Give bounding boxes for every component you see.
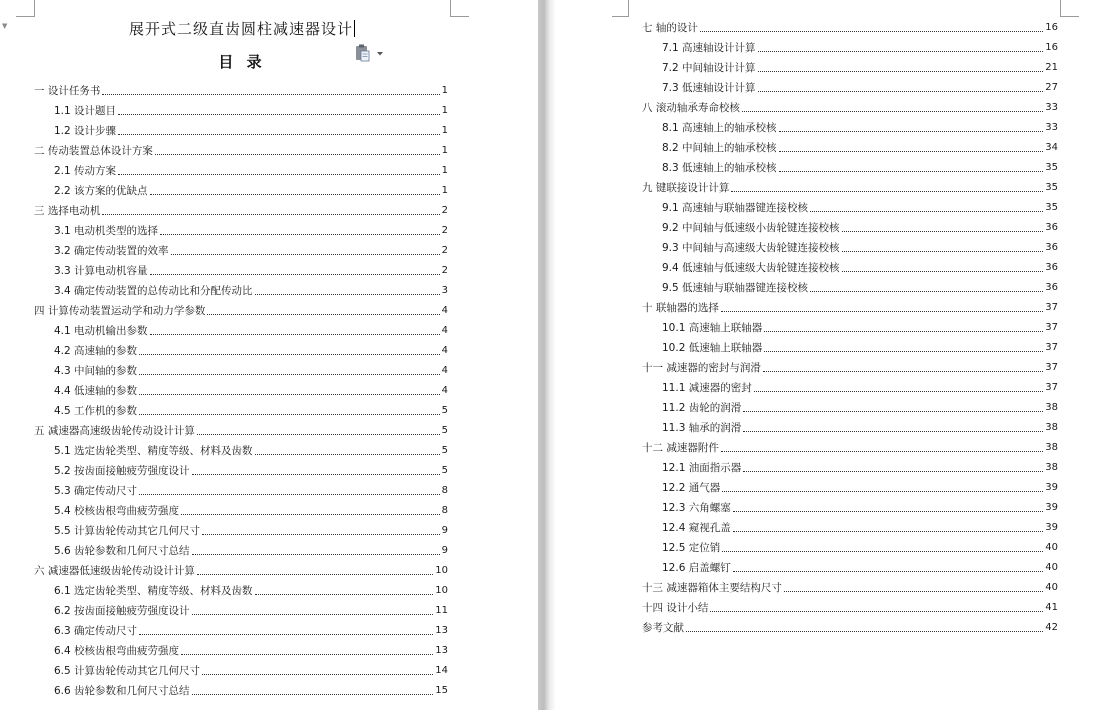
toc-entry[interactable]: [662, 200, 1058, 216]
toc-entry-title: 12.4 窥视孔盖: [662, 522, 731, 534]
toc-entry-title: 9.3 中间轴与高速级大齿轮键连接校核: [662, 242, 840, 254]
toc-page-number: 1: [441, 165, 448, 176]
toc-entry-title: 12.3 六角螺塞: [662, 502, 731, 514]
toc-entry-title: 八 滚动轴承寿命校核: [642, 102, 740, 114]
toc-entry[interactable]: [642, 360, 1058, 376]
toc-entry-title: 7.1 高速轴设计计算: [662, 42, 756, 54]
toc-page-number: 40: [1045, 562, 1058, 573]
toc-entry-title: 六 减速器低速级齿轮传动设计计算: [34, 565, 195, 577]
toc-entry-title: 6.3 确定传动尺寸: [54, 625, 138, 637]
toc-entry-title: 10.1 高速轴上联轴器: [662, 322, 763, 334]
toc-page-number: 35: [1045, 182, 1058, 193]
toc-entry-title: 1.1 设计题目: [54, 105, 117, 117]
toc-page-number: 14: [435, 665, 448, 676]
toc-entry-title: 3.1 电动机类型的选择: [54, 225, 159, 237]
toc-entry[interactable]: [662, 320, 1058, 336]
toc-entry-title: 9.5 低速轴与联轴器键连接校核: [662, 282, 809, 294]
toc-leader-dots: [733, 511, 1044, 512]
toc-entry-title: 2.1 传动方案: [54, 165, 117, 177]
toc-entry-title: 5.1 选定齿轮类型、精度等级、材料及齿数: [54, 445, 253, 457]
toc-entry-title: 4.5 工作机的参数: [54, 405, 138, 417]
toc-entry-title: 5.6 齿轮参数和几何尺寸总结: [54, 545, 190, 557]
toc-page-number: 4: [441, 305, 448, 316]
toc-page-number: 10: [435, 585, 448, 596]
toc-entry[interactable]: [642, 20, 1058, 36]
toc-entry-title: 十一 减速器的密封与润滑: [642, 362, 761, 374]
toc-entry-title: 二 传动装置总体设计方案: [34, 145, 153, 157]
toc-leader-dots: [686, 631, 1043, 632]
toc-entry[interactable]: [642, 100, 1058, 116]
toc-entry-title: 8.1 高速轴上的轴承校核: [662, 122, 777, 134]
toc-leader-dots: [758, 51, 1044, 52]
toc-entry[interactable]: [662, 60, 1058, 76]
toc-page-number: 42: [1045, 622, 1058, 633]
toc-entry-title: 5.3 确定传动尺寸: [54, 485, 138, 497]
toc-entry-title: 9.4 低速轴与低速级大齿轮键连接校核: [662, 262, 840, 274]
toc-entry[interactable]: [662, 420, 1058, 436]
toc-leader-dots: [722, 491, 1043, 492]
toc-entry-title: 5.2 按齿面接触疲劳强度设计: [54, 465, 190, 477]
toc-entry[interactable]: [662, 400, 1058, 416]
toc-entry[interactable]: [642, 440, 1058, 456]
toc-entry-title: 8.2 中间轴上的轴承校核: [662, 142, 777, 154]
toc-entry-title: 九 键联接设计计算: [642, 182, 730, 194]
toc-entry[interactable]: [642, 300, 1058, 316]
toc-page-number: 1: [441, 145, 448, 156]
toc-page-number: 10: [435, 565, 448, 576]
toc-entry-title: 12.2 通气器: [662, 482, 721, 494]
toc-page-number: 4: [441, 365, 448, 376]
toc-leader-dots: [731, 191, 1043, 192]
toc-leader-dots: [842, 271, 1044, 272]
toc-page-number: 8: [441, 505, 448, 516]
toc-entry-title: 4.2 高速轴的参数: [54, 345, 138, 357]
toc-page-number: 8: [441, 485, 448, 496]
toc-entry[interactable]: [662, 260, 1058, 276]
toc-leader-dots: [763, 371, 1043, 372]
toc-page-number: 2: [441, 265, 448, 276]
small-triangle-icon: ▼: [2, 22, 8, 30]
toc-page-number: 21: [1045, 62, 1058, 73]
toc-page-number: 38: [1045, 422, 1058, 433]
toc-entry-title: 6.1 选定齿轮类型、精度等级、材料及齿数: [54, 585, 253, 597]
toc-entry-title: 1.2 设计步骤: [54, 125, 117, 137]
toc-entry-title: 3.3 计算电动机容量: [54, 265, 148, 277]
toc-page-number: 38: [1045, 462, 1058, 473]
toc-leader-dots: [784, 591, 1043, 592]
toc-entry-title: 7.2 中间轴设计计算: [662, 62, 756, 74]
toc-page-number: 36: [1045, 242, 1058, 253]
toc-entry[interactable]: [642, 600, 1058, 616]
toc-entry-title: 十四 设计小结: [642, 602, 709, 614]
toc-page-number: 36: [1045, 282, 1058, 293]
toc-page-number: 37: [1045, 382, 1058, 393]
toc-leader-dots: [721, 311, 1043, 312]
toc-entry-title: 四 计算传动装置运动学和动力学参数: [34, 305, 206, 317]
toc-page-number: 36: [1045, 222, 1058, 233]
toc-page-number: 37: [1045, 342, 1058, 353]
toc-page-number: 39: [1045, 522, 1058, 533]
toc-page-number: 13: [435, 645, 448, 656]
toc-page-number: 5: [441, 465, 448, 476]
toc-entry[interactable]: [662, 460, 1058, 476]
toc-entry[interactable]: [662, 560, 1058, 576]
toc-page-number: 9: [441, 545, 448, 556]
toc-entry[interactable]: [662, 240, 1058, 256]
toc-page-number: 33: [1045, 102, 1058, 113]
toc-page-number: 38: [1045, 402, 1058, 413]
toc-page-number: 27: [1045, 82, 1058, 93]
toc-entry[interactable]: [642, 580, 1058, 596]
toc-entry[interactable]: [662, 480, 1058, 496]
toc-entry[interactable]: [662, 40, 1058, 56]
toc-leader-dots: [743, 431, 1043, 432]
toc-entry-title: 3.2 确定传动装置的效率: [54, 245, 169, 257]
toc-entry-title: 三 选择电动机: [34, 205, 101, 217]
toc-entry[interactable]: [662, 220, 1058, 236]
toc-page-number: 13: [435, 625, 448, 636]
toc-entry-title: 十二 减速器附件: [642, 442, 719, 454]
toc-entry-title: 十 联轴器的选择: [642, 302, 719, 314]
toc-page-number: 5: [441, 445, 448, 456]
toc-page-number: 37: [1045, 362, 1058, 373]
toc-entry[interactable]: [662, 540, 1058, 556]
toc-entry-title: 9.1 高速轴与联轴器键连接校核: [662, 202, 809, 214]
toc-entry-title: 6.6 齿轮参数和几何尺寸总结: [54, 685, 190, 697]
toc-entry-title: 12.6 启盖螺钉: [662, 562, 731, 574]
toc-entry[interactable]: [642, 620, 1058, 636]
toc-page-number: 37: [1045, 302, 1058, 313]
toc-leader-dots: [710, 611, 1043, 612]
document-title[interactable]: 展开式二级直齿圆柱减速器设计: [128, 20, 353, 38]
toc-page-number: 35: [1045, 202, 1058, 213]
toc-entry-title: 七 轴的设计: [642, 22, 698, 34]
toc-leader-dots: [842, 231, 1044, 232]
toc-page-number: 1: [441, 85, 448, 96]
toc-entry-title: 11.1 减速器的密封: [662, 382, 752, 394]
toc-page-number: 34: [1045, 142, 1058, 153]
toc-page-number: 4: [441, 325, 448, 336]
toc-entry-title: 12.1 油面指示器: [662, 462, 742, 474]
toc-entry-title: 7.3 低速轴设计计算: [662, 82, 756, 94]
toc-page-number: 4: [441, 345, 448, 356]
toc-entry-title: 十三 减速器箱体主要结构尺寸: [642, 582, 782, 594]
toc-leader-dots: [733, 571, 1044, 572]
toc-page-number: 9: [441, 525, 448, 536]
toc-entry-title: 8.3 低速轴上的轴承校核: [662, 162, 777, 174]
toc-entry-title: 一 设计任务书: [34, 85, 101, 97]
toc-page-number: 38: [1045, 442, 1058, 453]
toc-leader-dots: [733, 531, 1044, 532]
toc-entry-title: 9.2 中间轴与低速级小齿轮键连接校核: [662, 222, 840, 234]
toc-entry-title: 4.4 低速轴的参数: [54, 385, 138, 397]
toc-leader-dots: [779, 171, 1044, 172]
toc-page-number: 3: [441, 285, 448, 296]
toc-entry[interactable]: [662, 280, 1058, 296]
toc-entry-title: 6.4 校核齿根弯曲疲劳强度: [54, 645, 180, 657]
toc-leader-dots: [779, 131, 1044, 132]
toc-entry-title: 参考文献: [642, 622, 684, 634]
toc-entry[interactable]: [662, 340, 1058, 356]
toc-page-number: 11: [435, 605, 448, 616]
toc-entry-title: 5.4 校核齿根弯曲疲劳强度: [54, 505, 180, 517]
toc-page-number: 2: [441, 245, 448, 256]
toc-page-number: 4: [441, 385, 448, 396]
toc-page-number: 37: [1045, 322, 1058, 333]
toc-leader-dots: [754, 391, 1044, 392]
toc-entry-title: 4.3 中间轴的参数: [54, 365, 138, 377]
toc-page-number: 35: [1045, 162, 1058, 173]
toc-entry[interactable]: [662, 120, 1058, 136]
toc-page-number: 41: [1045, 602, 1058, 613]
toc-entry[interactable]: [662, 160, 1058, 176]
toc-entry[interactable]: [662, 520, 1058, 536]
toc-entry-title: 4.1 电动机输出参数: [54, 325, 148, 337]
toc-page-number: 40: [1045, 542, 1058, 553]
toc-heading: 目 录: [218, 53, 266, 71]
toc-entry-title: 2.2 该方案的优缺点: [54, 185, 148, 197]
toc-entry-title: 5.5 计算齿轮传动其它几何尺寸: [54, 525, 201, 537]
toc-page-number: 2: [441, 205, 448, 216]
toc-entry-title: 12.5 定位销: [662, 542, 721, 554]
toc-page-number: 15: [435, 685, 448, 696]
toc-leader-dots: [779, 151, 1044, 152]
toc-page-number: 5: [441, 405, 448, 416]
toc-entry-title: 3.4 确定传动装置的总传动比和分配传动比: [54, 285, 253, 297]
toc-page-number: 2: [441, 225, 448, 236]
toc-leader-dots: [758, 91, 1044, 92]
toc-entry[interactable]: [642, 180, 1058, 196]
toc-leader-dots: [700, 31, 1043, 32]
toc-entry[interactable]: [662, 80, 1058, 96]
toc-entry[interactable]: [662, 500, 1058, 516]
toc-entry-title: 10.2 低速轴上联轴器: [662, 342, 763, 354]
toc-page-number: 1: [441, 105, 448, 116]
toc-page-number: 5: [441, 425, 448, 436]
toc-leader-dots: [842, 251, 1044, 252]
toc-page-number: 40: [1045, 582, 1058, 593]
toc-entry-title: 11.2 齿轮的润滑: [662, 402, 742, 414]
toc-leader-dots: [742, 111, 1043, 112]
toc-page-number: 16: [1045, 22, 1058, 33]
toc-entry-title: 11.3 轴承的润滑: [662, 422, 742, 434]
toc-entry[interactable]: [662, 140, 1058, 156]
toc-page-number: 16: [1045, 42, 1058, 53]
toc-entry-title: 6.5 计算齿轮传动其它几何尺寸: [54, 665, 201, 677]
toc-entry[interactable]: [662, 380, 1058, 396]
toc-leader-dots: [722, 551, 1043, 552]
toc-leader-dots: [758, 71, 1044, 72]
toc-page-number: 1: [441, 125, 448, 136]
toc-leader-dots: [764, 351, 1043, 352]
toc-page-number: 39: [1045, 482, 1058, 493]
toc-leader-dots: [743, 411, 1043, 412]
toc-page-number: 39: [1045, 502, 1058, 513]
toc-page-number: 1: [441, 185, 448, 196]
toc-entry-title: 6.2 按齿面接触疲劳强度设计: [54, 605, 190, 617]
toc-leader-dots: [764, 331, 1043, 332]
toc-page-number: 36: [1045, 262, 1058, 273]
toc-leader-dots: [721, 451, 1043, 452]
toc-leader-dots: [810, 291, 1043, 292]
toc-leader-dots: [810, 211, 1043, 212]
toc-entry-title: 五 减速器高速级齿轮传动设计计算: [34, 425, 195, 437]
toc-page-number: 33: [1045, 122, 1058, 133]
toc-leader-dots: [743, 471, 1043, 472]
